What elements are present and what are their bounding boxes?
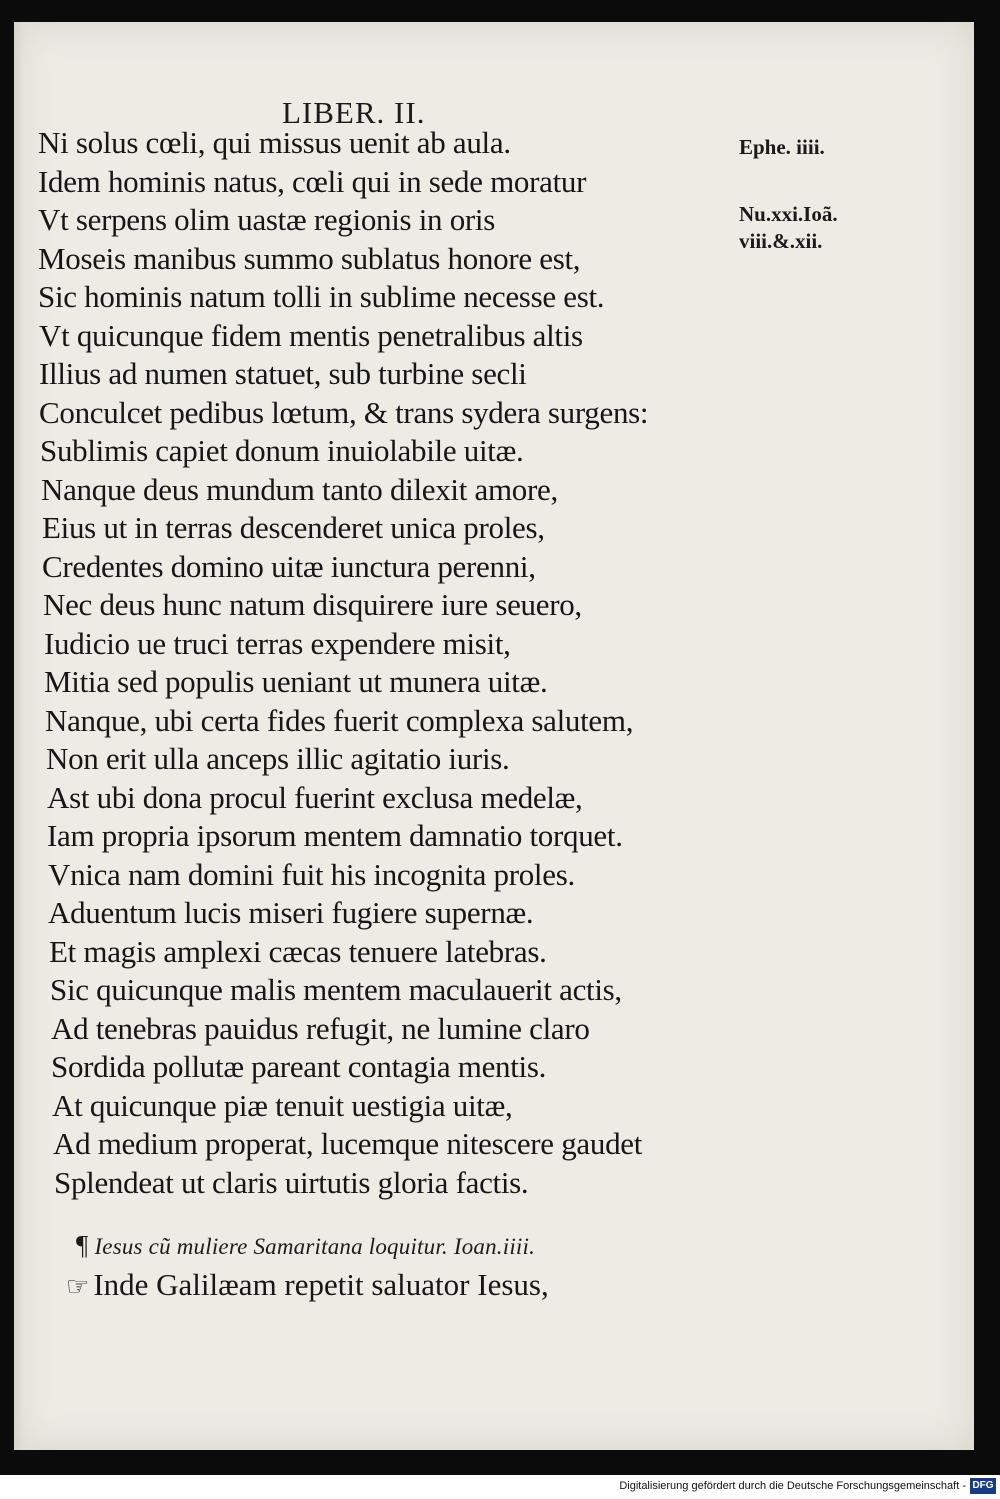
verse-line: Nanque, ubi certa fides fuerit complexa salutem, (45, 702, 634, 738)
verse-line-last (66, 1267, 549, 1303)
verse-line: Vt serpens olim uastæ regionis in oris (38, 202, 496, 237)
verse-line: Iam propria ipsorum mentem damnatio torquet. (47, 818, 623, 853)
pointing-hand-icon: ☞ (66, 1272, 90, 1301)
verse-line: Iudicio ue truci terras expendere misit, (44, 625, 511, 661)
verse-line: Splendeat ut claris uirtutis gloria factis. (54, 1164, 529, 1200)
book-page (14, 22, 974, 1450)
verse-line: Ast ubi dona procul fuerint exclusa medelæ, (47, 779, 583, 815)
marginal-note: viii.&.xii. (739, 229, 823, 253)
pilcrow-icon: ¶ (76, 1230, 89, 1260)
verse-line: Et magis amplexi cæcas tenuere latebras. (49, 933, 547, 969)
verse-line: Idem hominis natus, cœli qui in sede moratur (38, 163, 587, 199)
marginal-note: Nu.xxi.Ioã. (739, 202, 838, 226)
section-rubric (76, 1230, 535, 1261)
dfg-logo-icon: DFG (970, 1478, 996, 1494)
marginal-note: Ephe. iiii. (739, 135, 825, 159)
verse-line: Moseis manibus summo sublatus honore est, (38, 240, 581, 276)
running-head: LIBER. II. (282, 95, 426, 130)
page-shadow-edge (14, 22, 24, 1450)
verse-line: Sublimis capiet donum inuiolabile uitæ. (40, 433, 524, 468)
footer-bar (0, 1475, 1000, 1499)
verse-line: Ad tenebras pauidus refugit, ne lumine claro (51, 1010, 590, 1046)
verse-line: Ni solus cœli, qui missus uenit ab aula. (38, 125, 511, 160)
verse-line: Sic quicunque malis mentem maculauerit actis, (50, 972, 622, 1007)
last-line-text: Inde Galilæam repetit saluator Iesus, (93, 1267, 549, 1302)
funding-notice: Digitalisierung gefördert durch die Deutsche Forschungsgemeinschaft - (619, 1480, 966, 1492)
verse-line: Credentes domino uitæ iunctura perenni, (42, 548, 536, 584)
verse-line: Sordida pollutæ pareant contagia mentis. (51, 1049, 547, 1084)
verse-line: Nec deus hunc natum disquirere iure seuero, (43, 587, 582, 622)
verse-line: Non erit ulla anceps illic agitatio iuris. (46, 741, 510, 776)
verse-line: Vt quicunque fidem mentis penetralibus altis (39, 317, 583, 353)
verse-line: Illius ad numen statuet, sub turbine secli (39, 356, 527, 391)
verse-line: Conculcet pedibus lœtum, & trans sydera surgens: (39, 394, 649, 430)
verse-line: Sic hominis natum tolli in sublime necesse est. (38, 279, 605, 314)
verse-line: Nanque deus mundum tanto dilexit amore, (41, 471, 558, 507)
verse-line: Eius ut in terras descenderet unica proles, (42, 510, 545, 545)
verse-line: Vnica nam domini fuit his incognita proles. (48, 856, 575, 892)
verse-line: Aduentum lucis miseri fugiere supernæ. (48, 895, 534, 930)
verse-line: At quicunque piæ tenuit uestigia uitæ, (52, 1087, 513, 1123)
rubric-text: Iesus cũ muliere Samaritana loquitur. Ioan.iiii. (94, 1234, 536, 1259)
verse-line: Mitia sed populis ueniant ut munera uitæ. (44, 664, 548, 699)
verse-line: Ad medium properat, lucemque nitescere gaudet (53, 1126, 643, 1161)
